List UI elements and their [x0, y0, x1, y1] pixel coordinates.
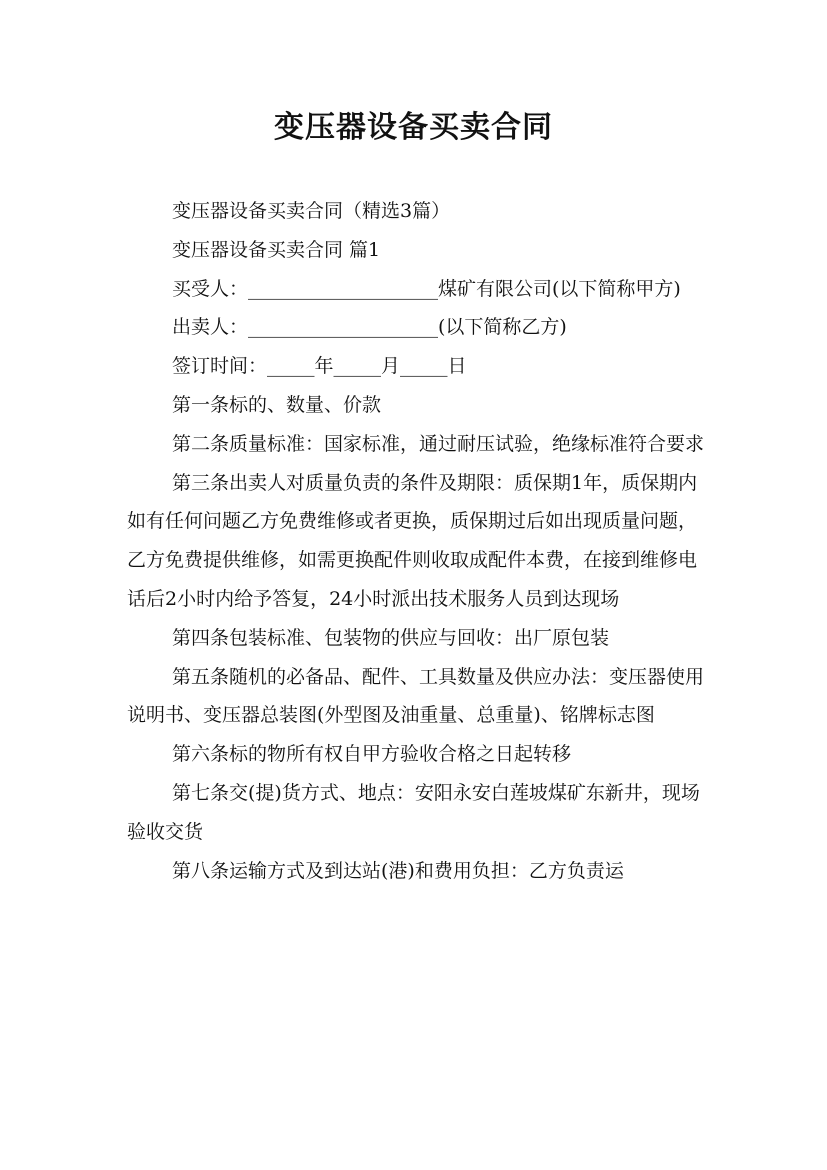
- paragraph: 出卖人：____________________(以下简称乙方): [172, 316, 567, 339]
- paragraph: 买受人：____________________煤矿有限公司(以下简称甲方): [172, 277, 681, 300]
- paragraph: 第一条标的、数量、价款: [172, 393, 382, 416]
- document-body: [127, 192, 712, 890]
- paragraph: 签订时间：_____年_____月_____日: [172, 355, 467, 378]
- paragraph: 第四条包装标准、包装物的供应与回收：出厂原包装: [172, 626, 610, 649]
- paragraph: 变压器设备买卖合同（精选3篇）: [172, 200, 451, 222]
- paragraph: 第六条标的物所有权自甲方验收合格之日起转移: [172, 743, 572, 766]
- paragraph: 第三条出卖人对质量负责的条件及期限：质保期1年，质保期内如有任何问题乙方免费维修或者更换，质保期过后如出现质量问题，乙方免费提供维修，如需更换配件则收取成配件本费，在接到维修电话后2小时内给予答复，24小时派出技术服务人员到达现场: [127, 471, 698, 610]
- document-title: 变压器设备买卖合同: [274, 110, 553, 145]
- paragraph: 第五条随机的必备品、配件、工具数量及供应办法：变压器使用说明书、变压器总装图(外型图及油重量、总重量)、铭牌标志图: [127, 665, 705, 727]
- paragraph: 变压器设备买卖合同 篇1: [172, 238, 381, 261]
- paragraph: 第七条交(提)货方式、地点：安阳永安白莲坡煤矿东新井，现场验收交货: [127, 781, 700, 843]
- paragraph: 第二条质量标准：国家标准，通过耐压试验，绝缘标准符合要求: [172, 432, 705, 455]
- paragraph: 第八条运输方式及到达站(港)和费用负担：乙方负责运: [172, 859, 624, 882]
